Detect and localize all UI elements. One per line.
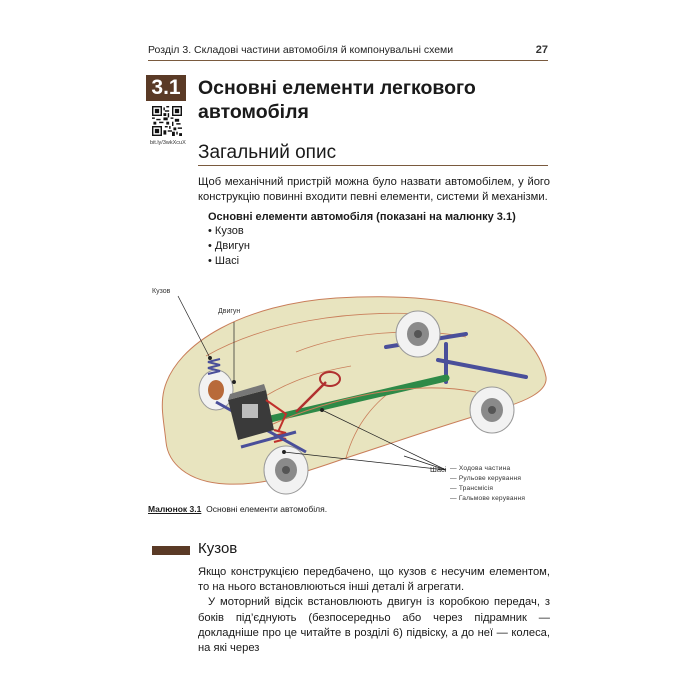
section2-body: [198, 565, 550, 656]
intro-paragraph: Щоб механічний пристрій можна було назвати автомобілем, у його конструкцію повинні входити певні елементи, системи й механізми.: [198, 176, 550, 203]
list-item: • Двигун: [208, 240, 250, 252]
list-item: • Кузов: [208, 225, 244, 237]
list-item-label: Двигун: [214, 240, 250, 252]
header-divider: [148, 60, 548, 61]
callout-body: Кузов: [152, 288, 171, 295]
legend-item: — Гальмове керування: [450, 495, 526, 502]
front-wheel-left: [199, 370, 233, 410]
running-header: [148, 44, 548, 58]
subsection-divider: [198, 165, 548, 166]
section2-marker: [152, 546, 190, 555]
rear-wheel-upper: [396, 311, 440, 357]
section2-title: Кузов: [198, 540, 238, 557]
qr-link[interactable]: bit.ly/3wkXcuX: [150, 140, 186, 146]
elements-list: [208, 224, 250, 269]
subsection-title: Загальний опис: [198, 142, 337, 163]
section-number-badge: 3.1: [146, 75, 186, 101]
legend-item: — Трансмісія: [450, 485, 494, 492]
list-item: • Шасі: [208, 255, 240, 267]
legend-head: Шасі: [430, 465, 447, 474]
page-number: 27: [535, 44, 548, 56]
legend-item: — Ходова частина: [450, 465, 511, 472]
front-wheel-right: [264, 446, 308, 494]
list-item-label: Кузов: [214, 225, 244, 237]
caption-label: Малюнок 3.1: [148, 504, 202, 514]
list-item-label: Шасі: [214, 255, 240, 267]
rear-wheel-lower: [470, 387, 514, 433]
list-heading: Основні елементи автомобіля (показані на малюнку 3.1): [208, 211, 516, 223]
legend-item: — Рульове керування: [450, 475, 522, 482]
caption-text: Основні елементи автомобіля.: [206, 504, 328, 514]
section-title: Основні елементи легкового автомобіля: [198, 77, 476, 123]
callout-engine: Двигун: [218, 308, 241, 315]
paragraph: У моторний відсік встановлюють двигун із коробкою передач, з боків під’єднують (безпосередньо або через підрамник — докладніше про це читайте в розділі 6) підвіску, а до неї — колеса, на які через: [198, 596, 550, 655]
qr-code-icon[interactable]: [152, 106, 182, 136]
figure-caption: [148, 504, 327, 514]
chapter-title: Розділ 3. Складові частини автомобіля й компонувальні схеми: [148, 44, 454, 56]
paragraph: Якщо конструкцією передбачено, що кузов є несучим елементом, то на нього встановлюються інші деталі й агрегати.: [198, 566, 550, 594]
